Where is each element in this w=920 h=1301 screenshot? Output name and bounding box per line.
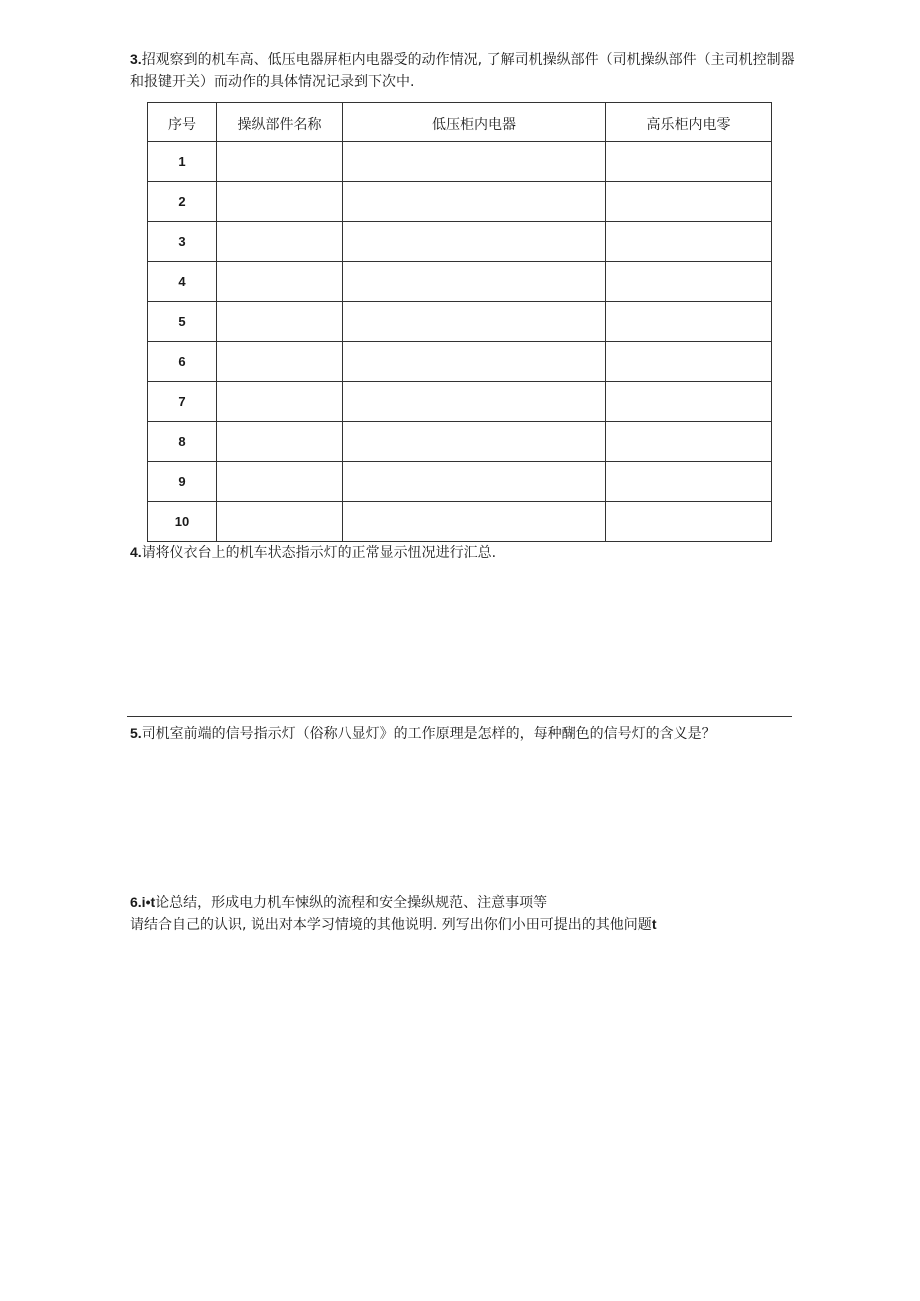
control-part-name-cell[interactable] <box>217 342 343 382</box>
high-voltage-cabinet-cell[interactable] <box>606 302 772 342</box>
table-header-row <box>148 103 772 142</box>
question-4-text: 请将仪衣台上的机车状态指示灯的正常显示忸况进行汇总. <box>141 545 497 561</box>
table-row <box>148 342 772 382</box>
row-index-cell: 9 <box>148 462 217 502</box>
answer-divider <box>127 716 792 717</box>
record-table <box>147 102 772 542</box>
low-voltage-cabinet-cell[interactable] <box>343 502 606 542</box>
low-voltage-cabinet-cell[interactable] <box>343 382 606 422</box>
table-row <box>148 462 772 502</box>
row-index-cell: 3 <box>148 222 217 262</box>
question-5-text: 司机室前端的信号指示灯（俗称八显灯》的工作原理是怎样的，每种醐色的信号灯的含义是？ <box>141 726 716 742</box>
table-row <box>148 382 772 422</box>
header-control-part-name: 操纵部件名称 <box>217 103 343 142</box>
low-voltage-cabinet-cell[interactable] <box>343 182 606 222</box>
row-index-cell: 2 <box>148 182 217 222</box>
table-row <box>148 422 772 462</box>
row-index-cell: 6 <box>148 342 217 382</box>
table-row <box>148 222 772 262</box>
table-row <box>148 142 772 182</box>
high-voltage-cabinet-cell[interactable] <box>606 222 772 262</box>
header-low-voltage-cabinet: 低压柜内电器 <box>343 103 606 142</box>
question-5 <box>130 722 795 745</box>
high-voltage-cabinet-cell[interactable] <box>606 382 772 422</box>
question-5-number: 5. <box>130 725 142 741</box>
control-part-name-cell[interactable] <box>217 142 343 182</box>
table-row <box>148 262 772 302</box>
low-voltage-cabinet-cell[interactable] <box>343 222 606 262</box>
question-4 <box>130 541 795 564</box>
low-voltage-cabinet-cell[interactable] <box>343 262 606 302</box>
control-part-name-cell[interactable] <box>217 422 343 462</box>
row-index-cell: 8 <box>148 422 217 462</box>
question-6-number: 6.i•t <box>130 894 156 910</box>
header-high-voltage-cabinet: 高乐柜内电零 <box>606 103 772 142</box>
question-3-number: 3. <box>130 51 142 67</box>
question-6 <box>130 891 795 914</box>
question-6-followup <box>130 913 795 936</box>
high-voltage-cabinet-cell[interactable] <box>606 142 772 182</box>
header-index: 序号 <box>148 103 217 142</box>
table-row <box>148 502 772 542</box>
question-6-text: 论总结，形成电力机车悚纵的流程和安全操纵规范、注意事项等 <box>155 895 548 911</box>
low-voltage-cabinet-cell[interactable] <box>343 422 606 462</box>
control-part-name-cell[interactable] <box>217 302 343 342</box>
question-3-text: 招观察到的机车高、低压电器屏柜内电器受的动作情况, 了解司机操纵部件（司机操纵部件（主司机控制器和报键开关）而动作的具体情况记录到下次中. <box>130 52 795 90</box>
row-index-cell: 1 <box>148 142 217 182</box>
table-row <box>148 302 772 342</box>
question-6-followup-tail: t <box>651 916 657 932</box>
high-voltage-cabinet-cell[interactable] <box>606 502 772 542</box>
high-voltage-cabinet-cell[interactable] <box>606 422 772 462</box>
low-voltage-cabinet-cell[interactable] <box>343 462 606 502</box>
low-voltage-cabinet-cell[interactable] <box>343 142 606 182</box>
control-part-name-cell[interactable] <box>217 182 343 222</box>
control-part-name-cell[interactable] <box>217 502 343 542</box>
row-index-cell: 4 <box>148 262 217 302</box>
low-voltage-cabinet-cell[interactable] <box>343 302 606 342</box>
table-row <box>148 182 772 222</box>
high-voltage-cabinet-cell[interactable] <box>606 342 772 382</box>
control-part-name-cell[interactable] <box>217 222 343 262</box>
low-voltage-cabinet-cell[interactable] <box>343 342 606 382</box>
row-index-cell: 5 <box>148 302 217 342</box>
control-part-name-cell[interactable] <box>217 462 343 502</box>
question-4-number: 4. <box>130 544 142 560</box>
high-voltage-cabinet-cell[interactable] <box>606 262 772 302</box>
control-part-name-cell[interactable] <box>217 262 343 302</box>
row-index-cell: 10 <box>148 502 217 542</box>
row-index-cell: 7 <box>148 382 217 422</box>
high-voltage-cabinet-cell[interactable] <box>606 182 772 222</box>
question-3 <box>130 48 795 93</box>
question-6-followup-text: 请结合自己的认识, 说出对本学习情境的其他说明. 列写出你们小田可提出的其他问题 <box>130 917 652 933</box>
high-voltage-cabinet-cell[interactable] <box>606 462 772 502</box>
control-part-name-cell[interactable] <box>217 382 343 422</box>
